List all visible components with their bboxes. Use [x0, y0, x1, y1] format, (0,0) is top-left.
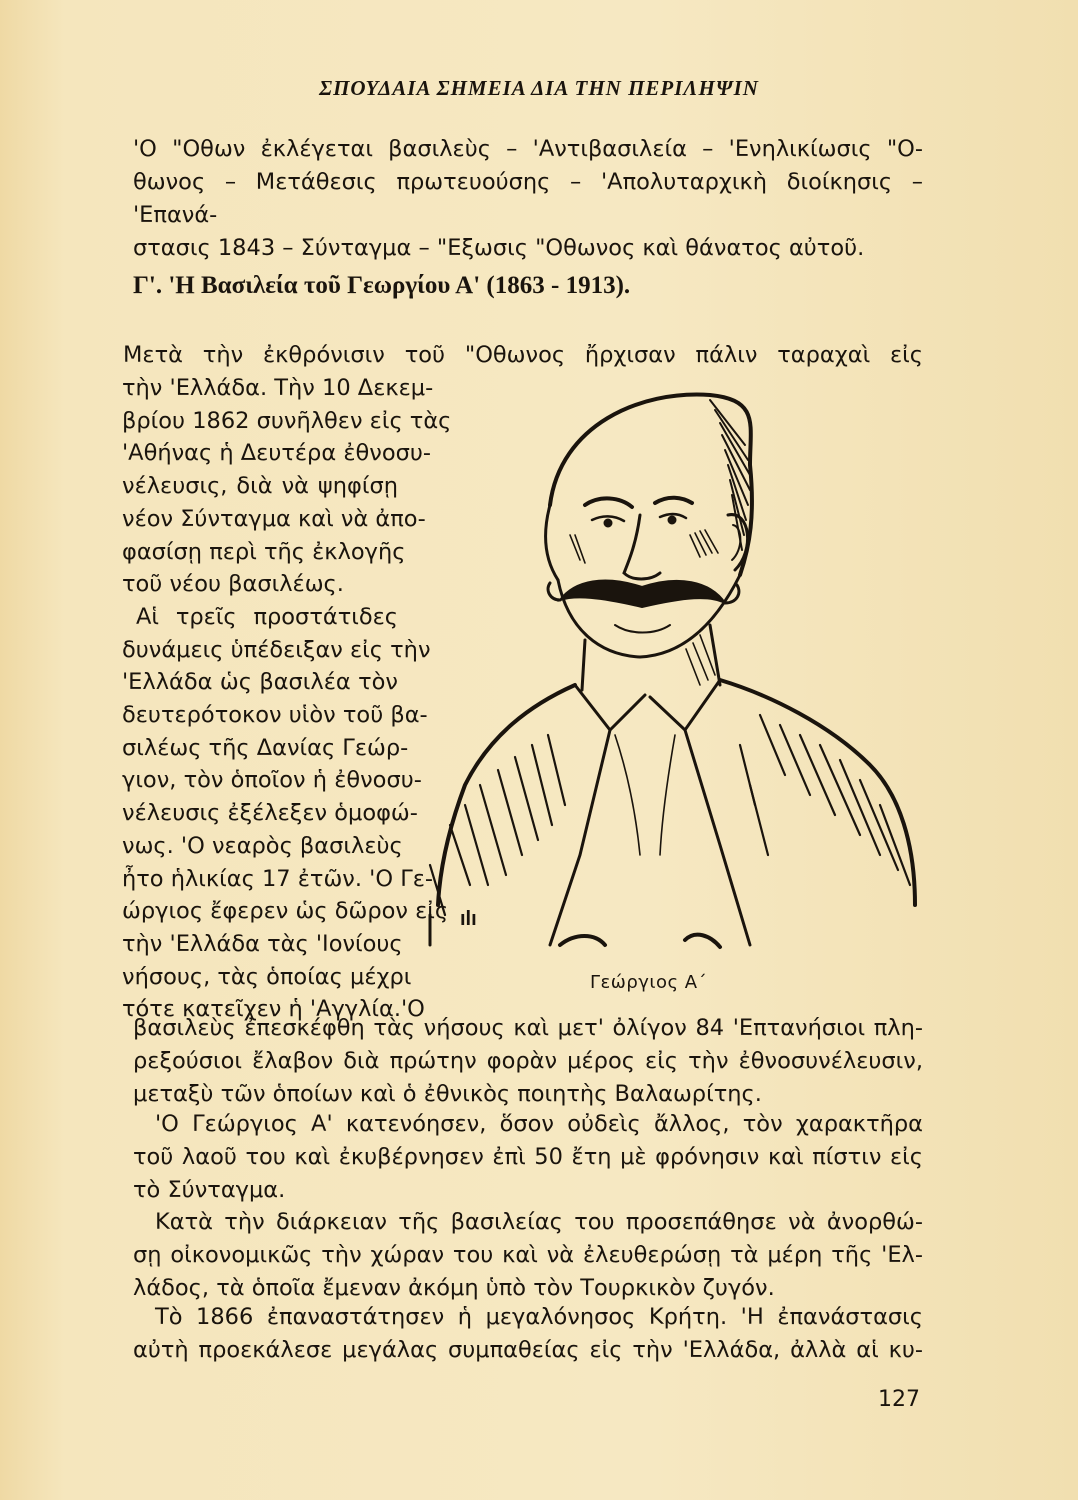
running-head: ΣΠΟΥΔΑΙΑ ΣΗΜΕΙΑ ΔΙΑ ΤΗΝ ΠΕΡΙΛΗΨΙΝ: [319, 76, 759, 100]
paragraph-first-line: Μετὰ τὴν ἐκθρόνισιν τοῦ "Οθωνος ἤρχισαν πάλιν ταραχαὶ εἰς: [123, 342, 923, 368]
text-line: βρίου 1862 συνῆλθεν εἰς τὰς: [122, 407, 452, 434]
figure-signature-mark: ılı: [460, 908, 477, 930]
page-number: 127: [878, 1387, 920, 1412]
text-line: Κατὰ τὴν διάρκειαν τῆς βασιλείας του προσεπάθησε νὰ ἀνορθώ-: [155, 1209, 923, 1235]
text-line: σιλέως τῆς Δανίας Γεώρ-: [122, 734, 409, 761]
text-line: μεταξὺ τῶν ὁποίων καὶ ὁ ἐθνικὸς ποιητὴς Βαλαωρίτης.: [133, 1081, 762, 1107]
text-line: Τὸ 1866 ἐπαναστάτησεν ἡ μεγαλόνησος Κρήτη. 'Η ἐπανάστασις: [155, 1304, 923, 1330]
text-line: Αἱ τρεῖς προστάτιδες: [136, 603, 398, 630]
summary-points-paragraph: [133, 133, 923, 265]
summary-line: θωνος – Μετάθεσις πρωτευούσης – 'Απολυταρχικὴ διοίκησις – 'Επανά-: [133, 169, 923, 228]
portrait-illustration: [410, 385, 925, 985]
text-line: φασίσῃ περὶ τῆς ἐκλογῆς: [122, 538, 406, 565]
text-line: ώργιος ἔφερεν ὡς δῶρον εἰς: [122, 898, 449, 925]
text-line: γιον, τὸν ὁποῖον ἡ ἐθνοσυ-: [122, 767, 422, 794]
portrait-figure: [410, 385, 925, 985]
text-line: βασιλεὺς ἐπεσκέφθη τὰς νήσους καὶ μετ' ὀλίγον 84 'Επτανήσιοι πλη-: [133, 1015, 923, 1041]
text-line: τοῦ νέου βασιλέως.: [122, 571, 344, 598]
text-line: νέλευσις ἐξέλεξεν ὁμοφώ-: [122, 800, 418, 827]
summary-line: 'Ο "Οθων ἐκλέγεται βασιλεὺς – 'Αντιβασιλεία – 'Ενηλικίωσις "Ο-: [133, 136, 923, 162]
wrapped-text-column: [122, 372, 452, 1026]
figure-caption: Γεώργιος Α΄: [590, 972, 708, 993]
georgios-paragraph: [133, 1108, 923, 1207]
text-line: νως. 'Ο νεαρὸς βασιλεὺς: [122, 832, 403, 859]
crete-paragraph: [133, 1301, 923, 1367]
text-line: τὴν 'Ελλάδα τὰς 'Ιονίους: [122, 930, 403, 957]
reign-paragraph: [133, 1206, 923, 1305]
summary-line: στασις 1843 – Σύνταγμα – "Εξωσις "Οθωνος καὶ θάνατος αὐτοῦ.: [133, 235, 865, 261]
text-line: τότε κατεῖχεν ἡ 'Αγγλία.'Ο: [122, 996, 425, 1023]
text-line: αὐτὴ προεκάλεσε μεγάλας συμπαθείας εἰς τὴν 'Ελλάδα, ἀλλὰ αἱ κυ-: [133, 1337, 923, 1363]
text-line: 'Ο Γεώργιος Α' κατενόησεν, ὅσον οὐδεὶς ἄλλος, τὸν χαρακτῆρα: [155, 1111, 923, 1137]
text-line: νέον Σύνταγμα καὶ νὰ ἀπο-: [122, 505, 426, 532]
continuation-paragraph: [133, 1012, 923, 1111]
text-line: 'Ελλάδα ὡς βασιλέα τὸν: [122, 669, 398, 696]
section-heading: Γ'. 'Η Βασιλεία τοῦ Γεωργίου Α' (1863 - 1913).: [133, 272, 631, 299]
text-line: τὴν 'Ελλάδα. Τὴν 10 Δεκεμ-: [122, 375, 434, 401]
text-line: δευτερότοκον υἱὸν τοῦ βα-: [122, 702, 428, 729]
text-line: σῃ οἰκονομικῶς τὴν χώραν του καὶ νὰ ἐλευθερώσῃ τὰ μέρη τῆς 'Ελ-: [133, 1242, 923, 1268]
text-line: νήσους, τὰς ὁποίας μέχρι: [122, 963, 412, 990]
text-line: δυνάμεις ὑπέδειξαν εἰς τὴν: [122, 636, 431, 663]
text-line: τὸ Σύνταγμα.: [133, 1177, 286, 1203]
text-line: ἦτο ἡλικίας 17 ἐτῶν. 'Ο Γε-: [122, 865, 434, 892]
text-line: τοῦ λαοῦ του καὶ ἐκυβέρνησεν ἐπὶ 50 ἔτη μὲ φρόνησιν καὶ πίστιν εἰς: [133, 1144, 923, 1170]
text-line: 'Αθήνας ἡ Δευτέρα ἐθνοσυ-: [122, 440, 431, 467]
text-line: ρεξούσιοι ἔλαβον διὰ πρώτην φορὰν μέρος εἰς τὴν ἐθνοσυνέλευσιν,: [133, 1048, 923, 1074]
text-line: νέλευσις, διὰ νὰ ψηφίσῃ: [122, 473, 398, 500]
text-line: λάδος, τὰ ὁποῖα ἔμεναν ἀκόμη ὑπὸ τὸν Τουρκικὸν ζυγόν.: [133, 1275, 775, 1301]
